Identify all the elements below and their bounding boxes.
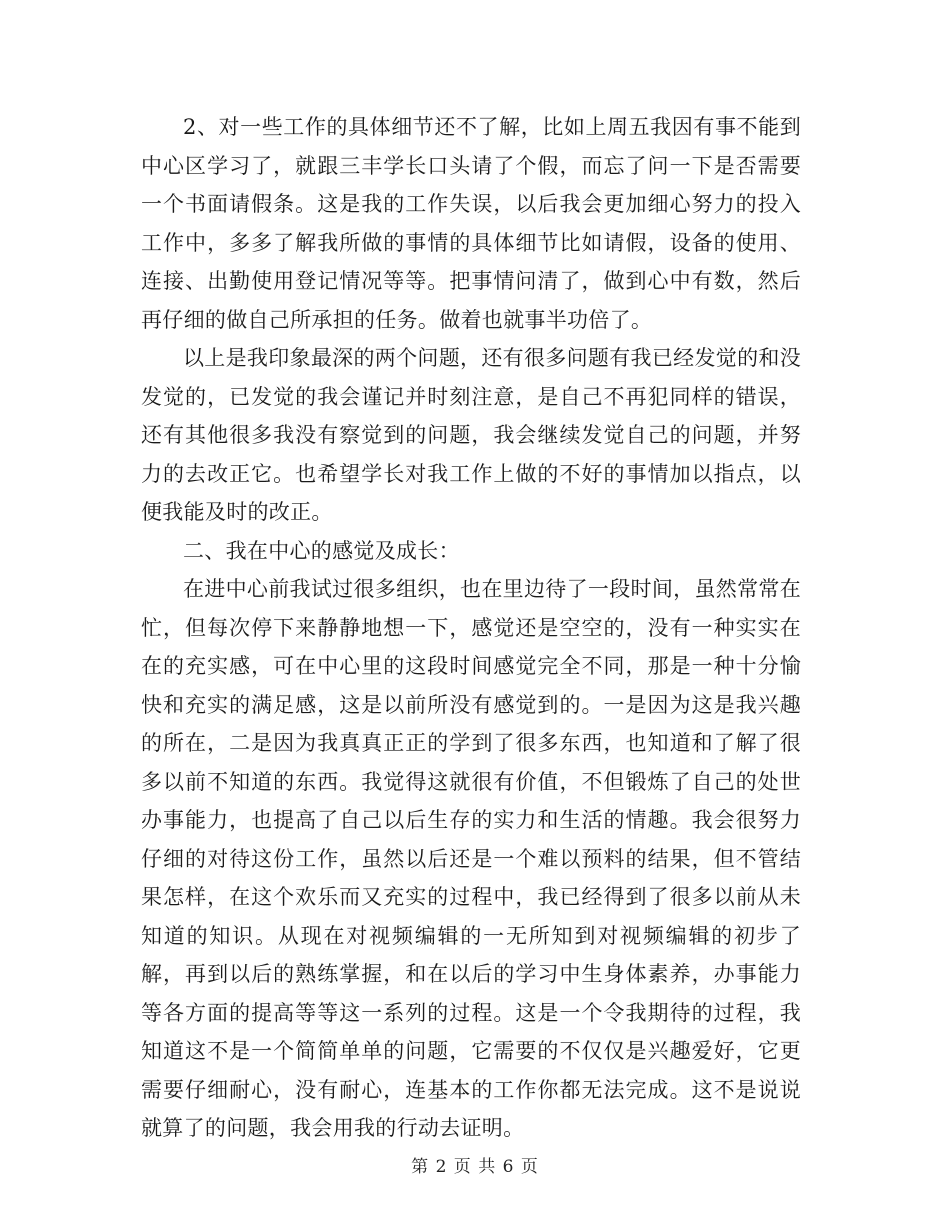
- section-heading-feelings-and-growth: 二、我在中心的感觉及成长：: [183, 538, 460, 563]
- paragraph-summary-of-issues: 以上是我印象最深的两个问题，还有很多问题有我已经发觉的和没发觉的，已发觉的我会谨记并时刻注意，是自己不再犯同样的错误，还有其他很多我没有察觉到的问题，我会继续发觉自己的问题，并努力的去改正它。也希望学长对我工作上做的不好的事情加以指点，以便我能及时的改正。: [141, 346, 801, 524]
- paragraph-work-details-issue: 2、对一些工作的具体细节还不了解，比如上周五我因有事不能到中心区学习了，就跟三丰学长口头请了个假，而忘了问一下是否需要一个书面请假条。这是我的工作失误，以后我会更加细心努力的投入工作中，多多了解我所做的事情的具体细节比如请假，设备的使用、连接、出勤使用登记情况等等。把事情问清了，做到心中有数，然后再仔细的做自己所承担的任务。做着也就事半功倍了。: [141, 115, 801, 332]
- paragraph-feelings-and-growth: 在进中心前我试过很多组织，也在里边待了一段时间，虽然常常在忙，但每次停下来静静地想一下，感觉还是空空的，没有一种实实在在的充实感，可在中心里的这段时间感觉完全不同，那是一种十分愉快和充实的满足感，这是以前所没有感觉到的。一是因为这是我兴趣的所在，二是因为我真真正正的学到了很多东西，也知道和了解了很多以前不知道的东西。我觉得这就很有价值，不但锻炼了自己的处世办事能力，也提高了自己以后生存的实力和生活的情趣。我会很努力仔细的对待这份工作，虽然以后还是一个难以预料的结果，但不管结果怎样，在这个欢乐而又充实的过程中，我已经得到了很多以前从未知道的知识。从现在对视频编辑的一无所知到对视频编辑的初步了解，再到以后的熟练掌握，和在以后的学习中生身体素养，办事能力等各方面的提高等等这一系列的过程。这是一个令我期待的过程，我知道这不是一个简简单单的问题，它需要的不仅仅是兴趣爱好，它更需要仔细耐心，没有耐心，连基本的工作你都无法完成。这不是说说就算了的问题，我会用我的行动去证明。: [141, 577, 801, 1140]
- document-body: [141, 108, 801, 1148]
- page-number-footer: 第 2 页 共 6 页: [411, 1157, 539, 1177]
